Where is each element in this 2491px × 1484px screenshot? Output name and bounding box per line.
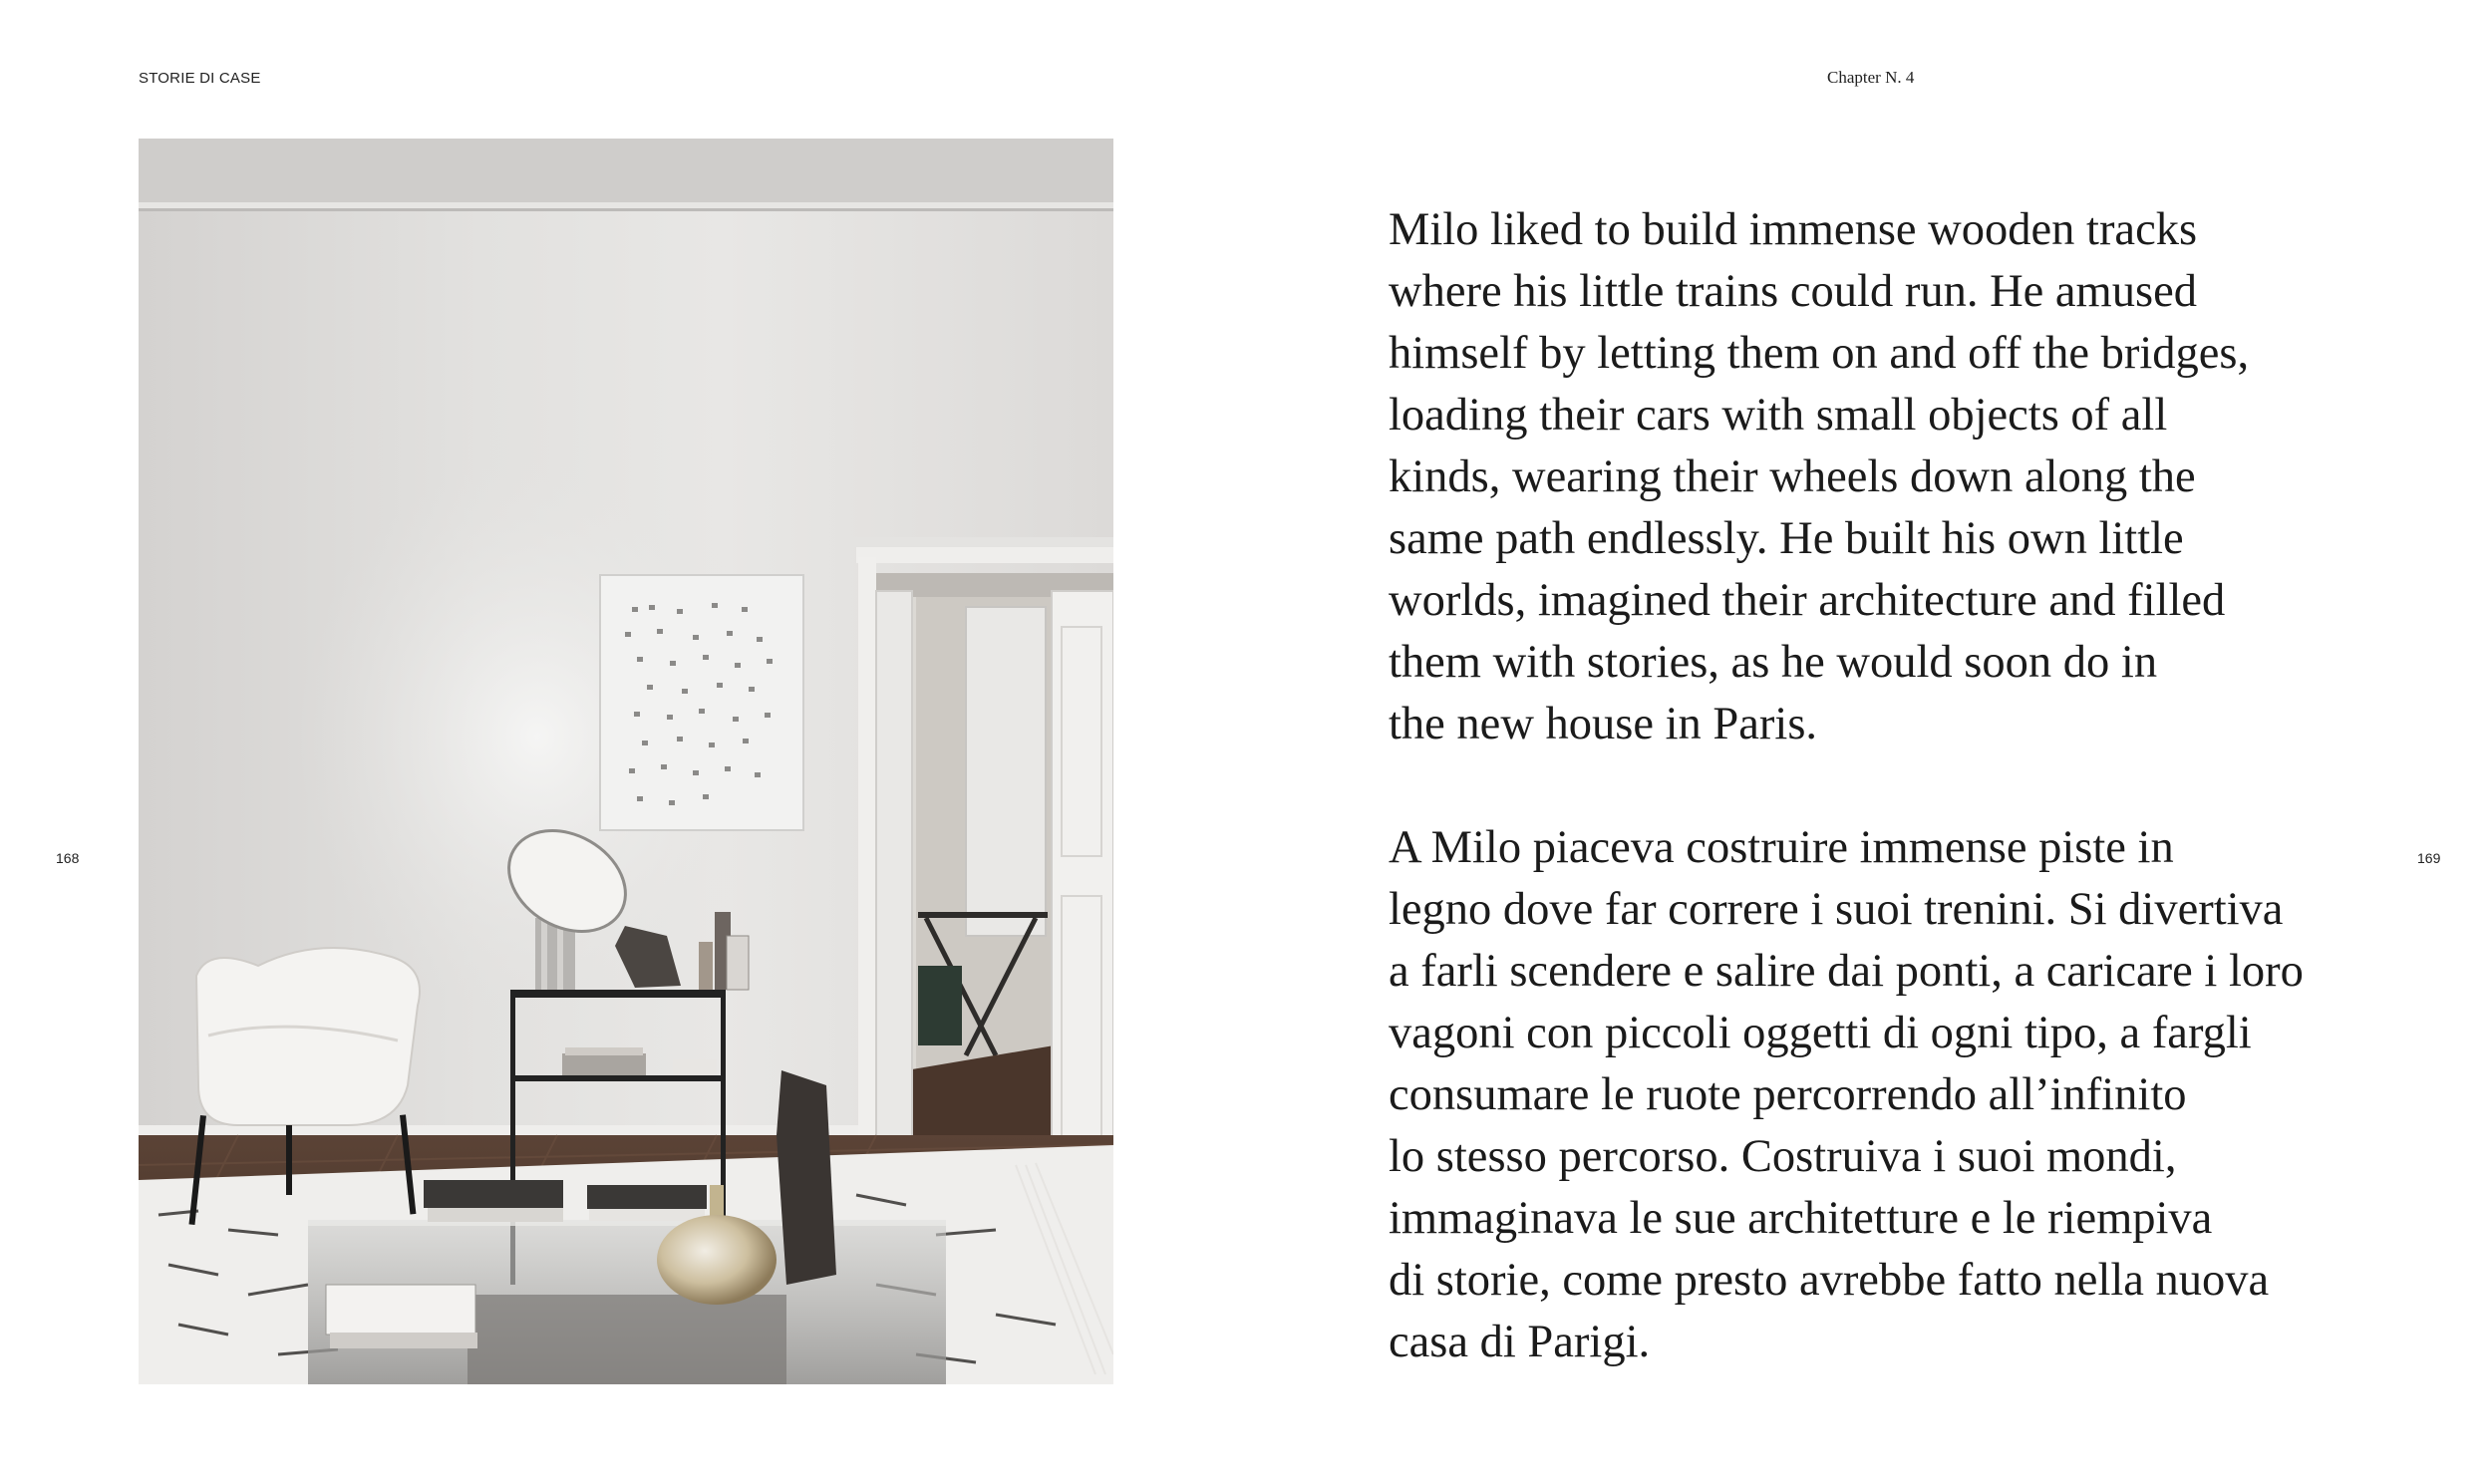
paragraph-italian: A Milo piaceva costruire immense piste in legno dove far correre i suoi trenini. Si divertiva a farli scendere e salire dai ponti, a caricare i loro vagoni con piccoli oggetti di ogni tipo, a fargli consumare le ruote percorrendo all’infinito lo stesso percorso. Costruiva i suoi mondi, immaginava le sue architetture e le riempiva di storie, come presto avrebbe fatto nella nuova casa di Parigi. <box>1389 822 2304 1367</box>
paragraph-english: Milo liked to build immense wooden tracks where his little trains could run. He amused himself by letting them on and off the bridges, loading their cars with small objects of all kinds, wearing their wheels down along the same path endlessly. He built his own little worlds, imagined their architecture and filled them with stories, as he would soon do in the new house in Paris. <box>1389 204 2250 749</box>
page-number-left: 168 <box>56 850 80 866</box>
body-text <box>1389 199 2395 1373</box>
running-head-right: Chapter N. 4 <box>1827 68 1915 87</box>
interior-photo <box>139 139 1113 1384</box>
page-number-right: 169 <box>2417 850 2441 866</box>
running-head-left: STORIE DI CASE <box>139 70 261 87</box>
